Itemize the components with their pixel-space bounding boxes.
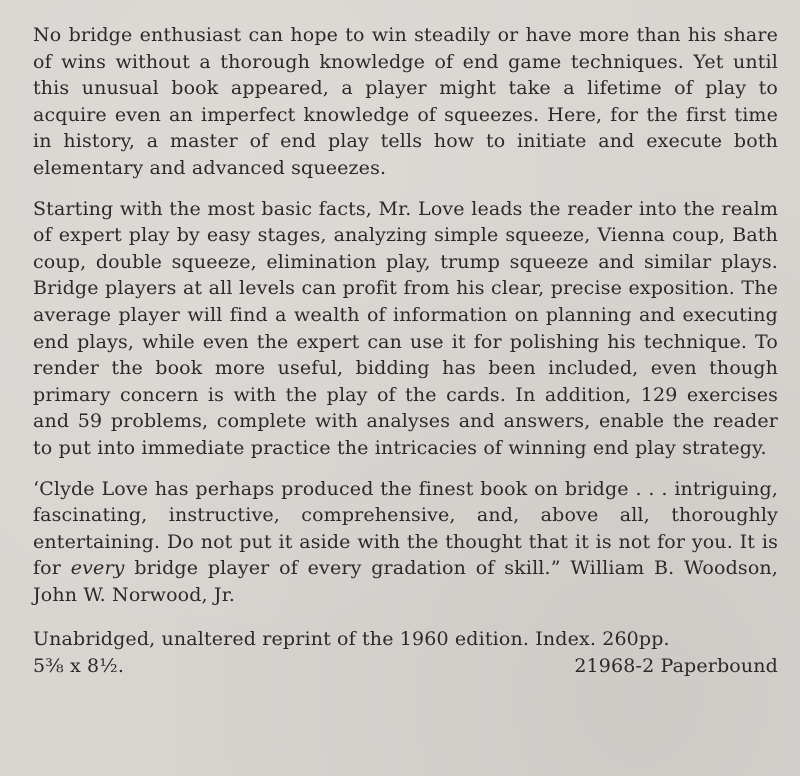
review-quote [33, 476, 778, 609]
edition-specs [33, 653, 778, 680]
quote-text-end: bridge player of every gradation of skill.” William B. Woodson, John W. Norwood, Jr. [33, 557, 778, 606]
description-paragraph-1: No bridge enthusiast can hope to win steadily or have more than his share of wins without a thorough knowledge of end game techniques. Yet until this unusual book appeared, a player might take a lifetime of play to acquire even an imperfect knowledge of squeezes. Here, for the first time in history, a master of end play tells how to initiate and execute both elementary and advanced squeezes. [33, 24, 778, 179]
description-paragraph-2: Starting with the most basic facts, Mr. Love leads the reader into the realm of expert play by easy stages, analyzing simple squeeze, Vienna coup, Bath coup, double squeeze, elimination play, trump squeeze and similar plays. Bridge players at all levels can profit from his clear, precise exposition. The average player will find a wealth of information on planning and executing end plays, while even the expert can use it for polishing his technique. To render the book more useful, bidding has been included, even though primary concern is with the play of the cards. In addition, 129 exercises and 59 problems, complete with analyses and answers, enable the reader to put into immediate practice the intricacies of winning end play strategy. [33, 197, 778, 459]
edition-info [33, 626, 778, 679]
edition-note: Unabridged, unaltered reprint of the 1960 edition. Index. 260pp. [33, 628, 670, 651]
catalog-number: 21968-2 Paperbound [574, 655, 778, 678]
quote-emphasis: every [70, 557, 125, 580]
quote-text-start: ‘Clyde Love has perhaps produced the finest book on bridge . . . intriguing, fascinating, instructive, comprehensive, and, above all, thoroughly entertaining. Do not put it aside with the thought that it is not for you. It is for [33, 477, 778, 580]
book-dimensions: 5⅜ x 8½. [33, 655, 125, 678]
